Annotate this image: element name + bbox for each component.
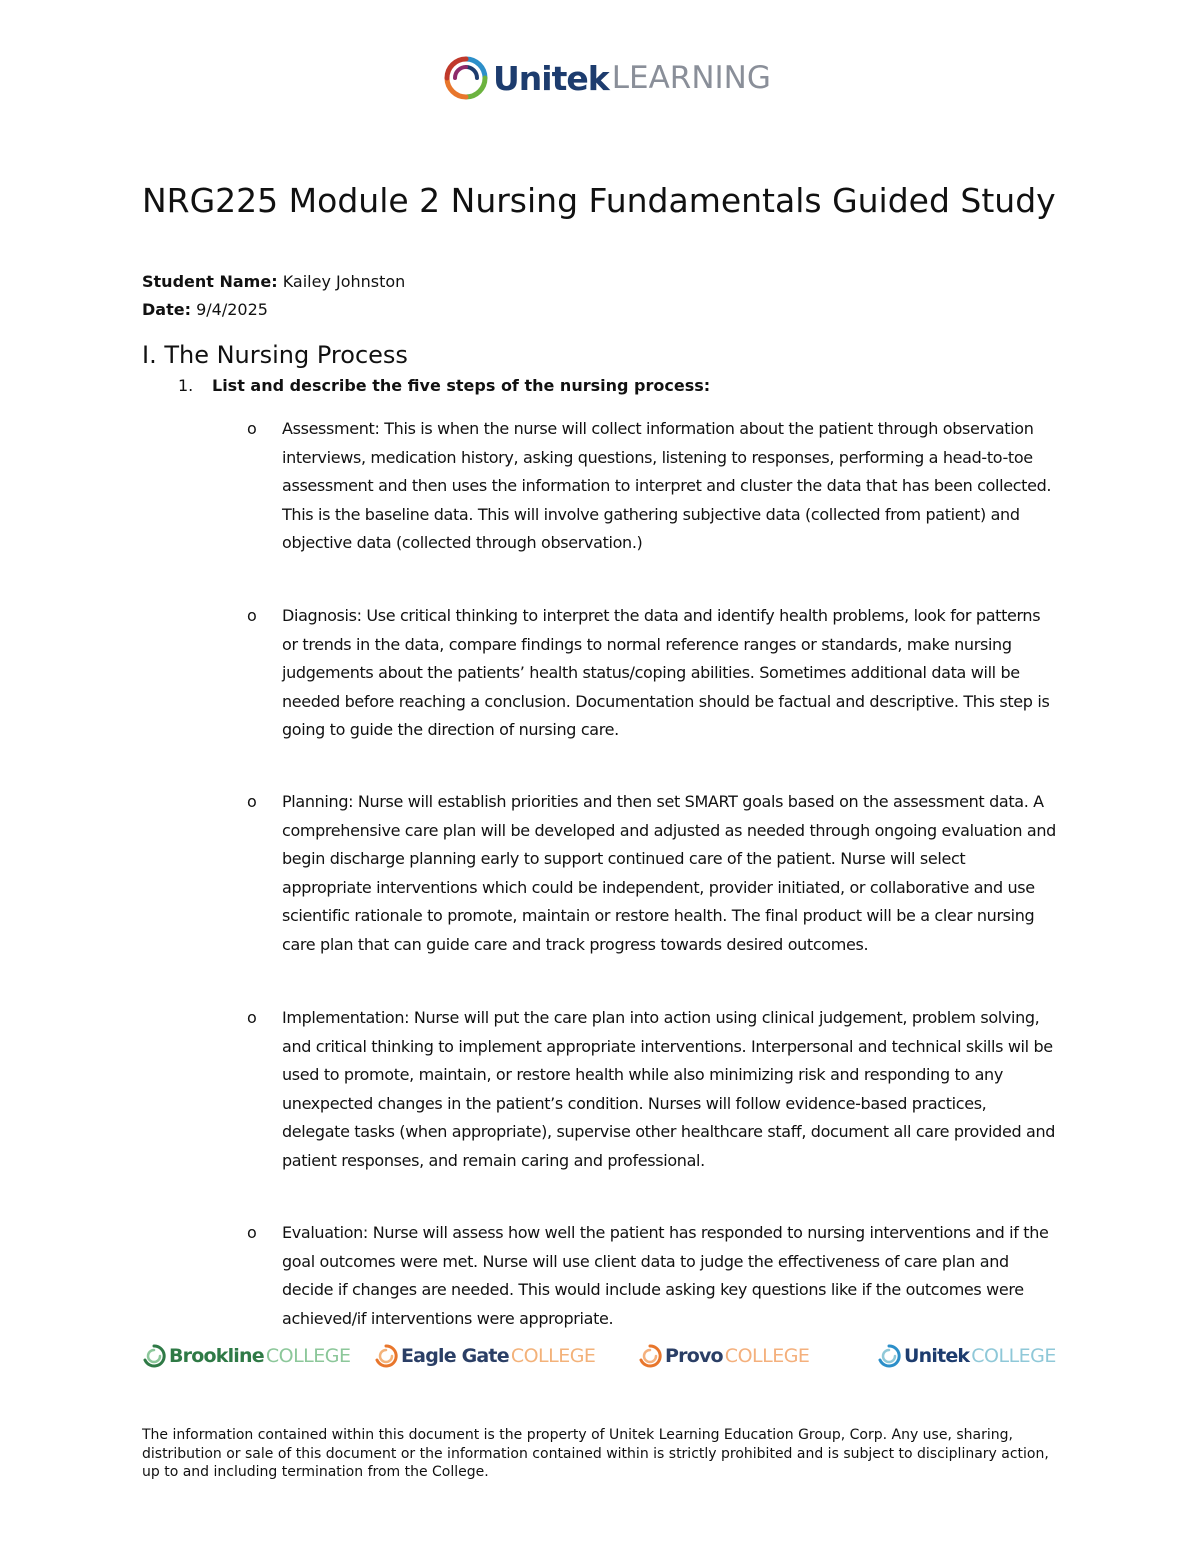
college-name-bold: Brookline bbox=[169, 1345, 264, 1367]
unitek-swirl-icon bbox=[443, 55, 489, 101]
date-value: 9/4/2025 bbox=[196, 300, 268, 319]
section-heading: I. The Nursing Process bbox=[142, 341, 408, 369]
unitek-college-logo bbox=[877, 1340, 1056, 1372]
college-name-bold: Eagle Gate bbox=[401, 1345, 509, 1367]
bullet-marker: o bbox=[247, 792, 257, 811]
college-name-light: COLLEGE bbox=[724, 1345, 810, 1367]
logo-text-light: LEARNING bbox=[611, 60, 771, 96]
brookline-college-logo bbox=[142, 1340, 350, 1372]
provo-college-logo bbox=[638, 1340, 809, 1372]
provo-swirl-icon bbox=[638, 1344, 662, 1368]
college-logos-footer bbox=[142, 1340, 1062, 1372]
student-name-label: Student Name: bbox=[142, 272, 278, 291]
list-item-evaluation: Evaluation: Nurse will assess how well the patient has responded to nursing interventions and if the goal outcomes were met. Nurse will use client data to judge the effectiveness of care plan and decide if changes are needed. This would include asking key questions like if the outcomes were achieved/if interventions were appropriate. bbox=[282, 1223, 1049, 1328]
list-item-assessment: Assessment: This is when the nurse will collect information about the patient through observation interviews, medication history, asking questions, listening to responses, performing a head-to-toe assessment and then uses the information to interpret and cluster the data that has been collected. This is the baseline data. This will involve gathering subjective data (collected from patient) and objective data (collected through observation.) bbox=[282, 419, 1052, 553]
date-label: Date: bbox=[142, 300, 191, 319]
student-name-value: Kailey Johnston bbox=[282, 272, 406, 291]
eagle-gate-college-logo bbox=[374, 1340, 595, 1372]
bullet-marker: o bbox=[247, 1223, 257, 1242]
college-name-light: COLLEGE bbox=[265, 1345, 351, 1367]
list-item-diagnosis: Diagnosis: Use critical thinking to interpret the data and identify health problems, look for patterns or trends in the data, compare findings to normal reference ranges or standards, make nursing judgements about the patients’ health status/coping abilities. Sometimes additional data will be needed before reaching a conclusion. Documentation should be factual and descriptive. This step is going to guide the direction of nursing care. bbox=[282, 606, 1050, 740]
question-number: 1. bbox=[178, 376, 194, 395]
logo-text-bold: Unitek bbox=[493, 58, 609, 98]
college-name-bold: Unitek bbox=[904, 1345, 970, 1367]
college-name-bold: Provo bbox=[665, 1345, 723, 1367]
document-title: NRG225 Module 2 Nursing Fundamentals Guided Study bbox=[142, 181, 1056, 220]
student-name-line bbox=[142, 272, 405, 292]
list-item-planning: Planning: Nurse will establish priorities and then set SMART goals based on the assessment data. A comprehensive care plan will be developed and adjusted as needed through ongoing evaluation and begin discharge planning early to support continued care of the patient. Nurse will select appropriate interventions which could be independent, provider initiated, or collaborative and use scientific rationale to promote, maintain or restore health. The final product will be a clear nursing care plan that can guide care and track progress towards desired outcomes. bbox=[282, 792, 1056, 954]
bullet-marker: o bbox=[247, 1008, 257, 1027]
college-name-light: COLLEGE bbox=[510, 1345, 596, 1367]
question-1 bbox=[178, 375, 710, 397]
eagle-gate-swirl-icon bbox=[374, 1344, 398, 1368]
footer-disclaimer: The information contained within this document is the property of Unitek Learning Education Group, Corp. Any use, sharing, distribution or sale of this document or the information contained within is strictly prohibited and is subject to disciplinary action, up to and including termination from the College. bbox=[142, 1427, 1049, 1480]
question-text: List and describe the five steps of the nursing process: bbox=[212, 376, 711, 395]
unitek-learning-logo bbox=[443, 55, 771, 101]
list-item-implementation: Implementation: Nurse will put the care plan into action using clinical judgement, problem solving, and critical thinking to implement appropriate interventions. Interpersonal and technical skills wil be used to promote, maintain, or restore health while also minimizing risk and responding to any unexpected changes in the patient’s condition. Nurses will follow evidence-based practices, delegate tasks (when appropriate), supervise other healthcare staff, document all care provided and patient responses, and remain caring and professional. bbox=[282, 1008, 1056, 1170]
college-name-light: COLLEGE bbox=[971, 1345, 1056, 1367]
unitek-college-swirl-icon bbox=[877, 1344, 901, 1368]
brookline-swirl-icon bbox=[142, 1344, 166, 1368]
bullet-marker: o bbox=[247, 419, 257, 438]
bullet-marker: o bbox=[247, 606, 257, 625]
date-line bbox=[142, 300, 268, 320]
